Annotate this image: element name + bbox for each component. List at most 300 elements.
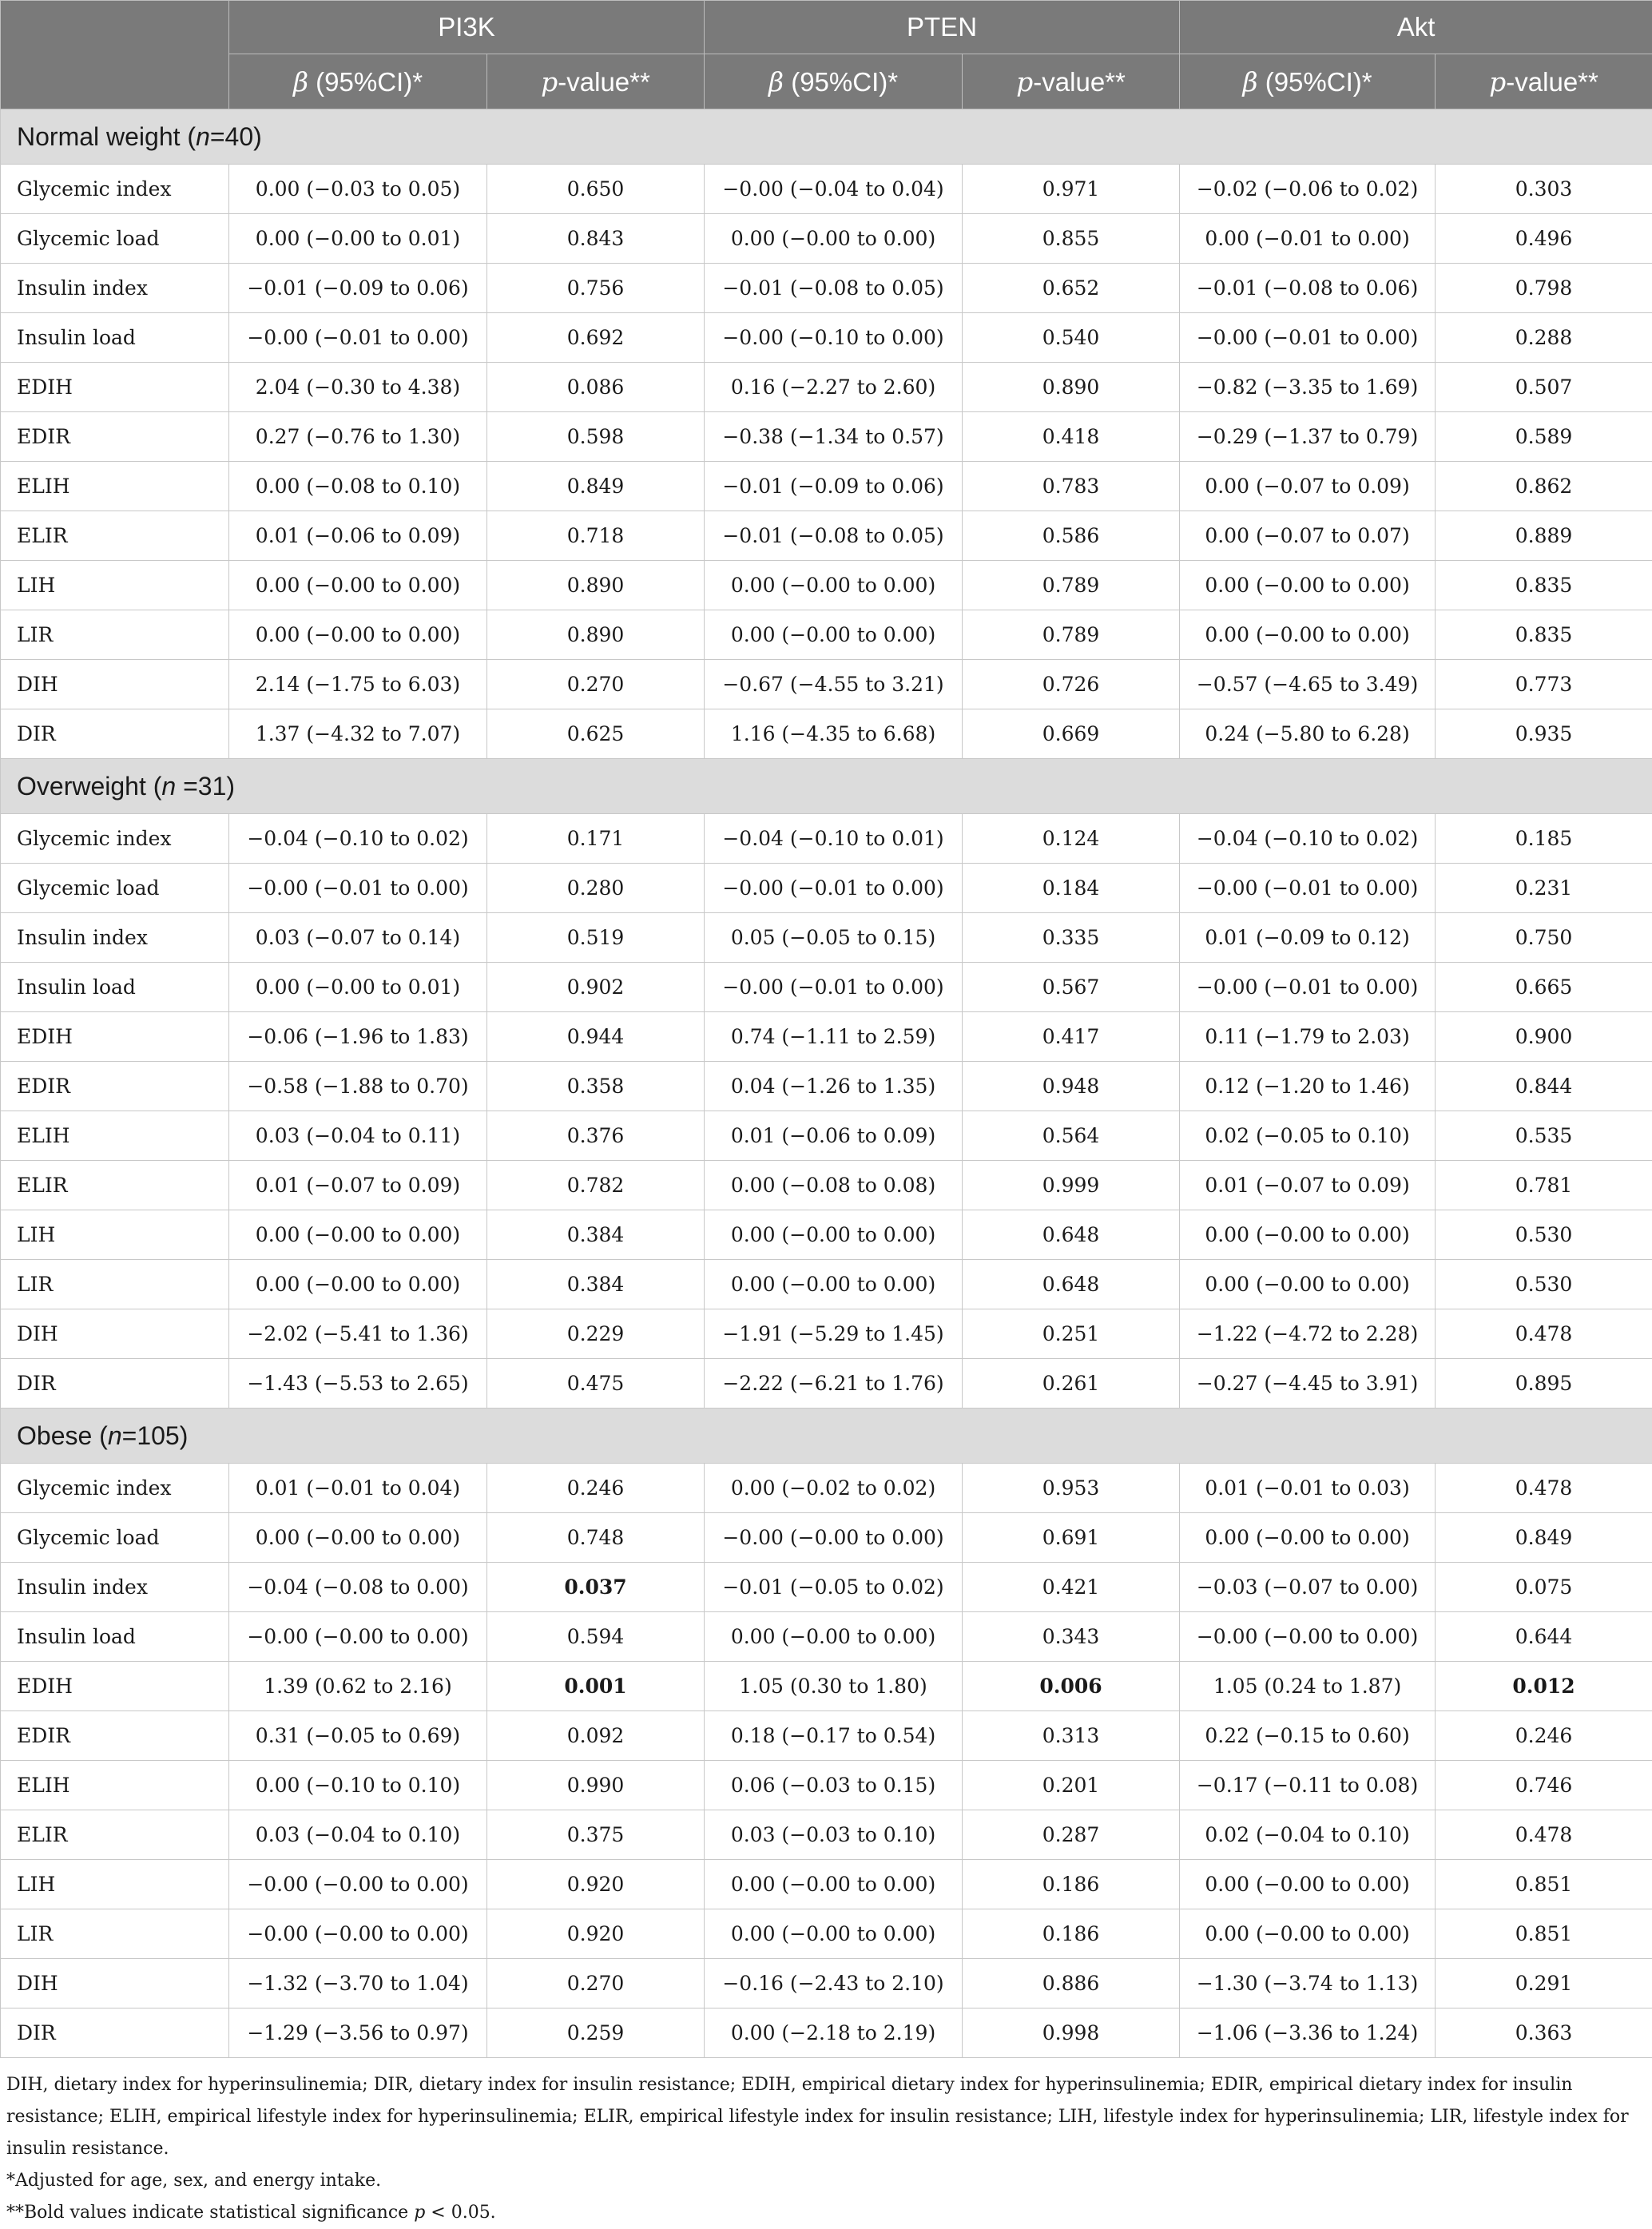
footnote-abbreviations: DIH, dietary index for hyperinsulinemia; DIR, dietary index for insulin resistance; EDIH, empirical dietary index for hyperinsulinemia; EDIR, empirical dietary index for insulin resistance; ELIH, empirical lifestyle index for hyperinsulinemia; ELIR, empirical lifestyle index for insulin resistance; LIH, lifestyle index for hyperinsulinemia; LIR, lifestyle index for insulin resistance.	[6, 2069, 1636, 2165]
table-header	[1, 1, 1652, 109]
p-value-cell: 0.288	[1436, 313, 1652, 363]
table-row	[1, 660, 1652, 709]
group-label-text: Normal weight (	[17, 122, 196, 151]
table-row	[1, 610, 1652, 660]
p-value-cell: 0.598	[487, 412, 705, 462]
row-label: ELIR	[1, 511, 229, 561]
row-label: EDIR	[1, 1711, 229, 1761]
p-value-cell: 0.384	[487, 1210, 705, 1260]
row-label: Insulin load	[1, 963, 229, 1012]
p-value-cell: 0.376	[487, 1111, 705, 1161]
p-value-cell: 0.496	[1436, 214, 1652, 264]
group-label	[1, 109, 1652, 165]
p-value-cell: 0.644	[1436, 1612, 1652, 1662]
beta-ci-cell: 0.03 (−0.07 to 0.14)	[229, 913, 487, 963]
p-value-cell: 0.844	[1436, 1062, 1652, 1111]
p-value-cell: 0.990	[487, 1761, 705, 1810]
beta-ci-cell: −0.04 (−0.10 to 0.01)	[705, 814, 963, 864]
p-value-cell: 0.251	[963, 1309, 1180, 1359]
group-label-count: =31)	[176, 772, 235, 801]
beta-ci-cell: 0.00 (−0.07 to 0.07)	[1180, 511, 1436, 561]
p-value-cell: 0.746	[1436, 1761, 1652, 1810]
beta-ci-cell: −0.01 (−0.08 to 0.05)	[705, 511, 963, 561]
p-value-cell: 0.849	[1436, 1513, 1652, 1563]
beta-ci-cell: 0.00 (−0.00 to 0.01)	[229, 963, 487, 1012]
beta-ci-cell: 1.05 (0.24 to 1.87)	[1180, 1662, 1436, 1711]
group-label	[1, 1409, 1652, 1464]
p-value-cell: 0.586	[963, 511, 1180, 561]
table-row	[1, 1210, 1652, 1260]
p-value-cell: 0.691	[963, 1513, 1180, 1563]
beta-ci-cell: 0.00 (−0.02 to 0.02)	[705, 1464, 963, 1513]
row-label: EDIH	[1, 363, 229, 412]
beta-ci-cell: −0.01 (−0.09 to 0.06)	[229, 264, 487, 313]
beta-ci-cell: 0.00 (−0.08 to 0.08)	[705, 1161, 963, 1210]
beta-ci-cell: 0.00 (−0.00 to 0.00)	[1180, 1860, 1436, 1909]
group-header-row	[1, 759, 1652, 814]
p-value-cell: 0.124	[963, 814, 1180, 864]
beta-ci-cell: 0.00 (−0.00 to 0.00)	[1180, 610, 1436, 660]
p-value-cell: 0.773	[1436, 660, 1652, 709]
p-value-cell: 0.669	[963, 709, 1180, 759]
row-label: DIR	[1, 2008, 229, 2058]
beta-ci-cell: 0.00 (−0.00 to 0.00)	[705, 1860, 963, 1909]
p-value-cell: 0.890	[487, 561, 705, 610]
row-label: Glycemic load	[1, 864, 229, 913]
beta-ci-cell: −0.00 (−0.01 to 0.00)	[229, 864, 487, 913]
beta-ci-cell: 0.00 (−0.00 to 0.00)	[705, 610, 963, 660]
table-row	[1, 2008, 1652, 2058]
p-value-cell: 0.270	[487, 1959, 705, 2008]
row-label: Insulin load	[1, 1612, 229, 1662]
row-label: Glycemic index	[1, 1464, 229, 1513]
beta-ci-cell: 0.27 (−0.76 to 1.30)	[229, 412, 487, 462]
beta-ci-cell: 0.74 (−1.11 to 2.59)	[705, 1012, 963, 1062]
header-beta-ci	[1180, 54, 1436, 109]
p-value-cell: 0.246	[487, 1464, 705, 1513]
row-label: DIH	[1, 1309, 229, 1359]
p-value-cell: 0.835	[1436, 610, 1652, 660]
p-value-cell: 0.012	[1436, 1662, 1652, 1711]
table-row	[1, 1612, 1652, 1662]
p-value-cell: 0.507	[1436, 363, 1652, 412]
p-value-cell: 0.418	[963, 412, 1180, 462]
beta-ci-cell: 0.02 (−0.05 to 0.10)	[1180, 1111, 1436, 1161]
table-row	[1, 1464, 1652, 1513]
p-value-cell: 0.287	[963, 1810, 1180, 1860]
beta-ci-cell: 1.16 (−4.35 to 6.68)	[705, 709, 963, 759]
p-value-cell: 0.540	[963, 313, 1180, 363]
p-value-cell: 0.756	[487, 264, 705, 313]
row-label: DIR	[1, 1359, 229, 1409]
beta-ci-cell: 0.03 (−0.04 to 0.11)	[229, 1111, 487, 1161]
table-row	[1, 1909, 1652, 1959]
p-value-cell: 0.798	[1436, 264, 1652, 313]
beta-ci-cell: −0.29 (−1.37 to 0.79)	[1180, 412, 1436, 462]
beta-ci-cell: −0.16 (−2.43 to 2.10)	[705, 1959, 963, 2008]
p-symbol: p	[1016, 66, 1033, 97]
beta-ci-cell: −0.00 (−0.00 to 0.00)	[229, 1909, 487, 1959]
beta-ci-cell: 0.00 (−0.00 to 0.00)	[705, 1612, 963, 1662]
table-footnotes	[0, 2058, 1652, 2229]
p-value-cell: 0.652	[963, 264, 1180, 313]
beta-ci-cell: 0.00 (−0.07 to 0.09)	[1180, 462, 1436, 511]
p-value-cell: 0.843	[487, 214, 705, 264]
p-suffix: -value**	[1506, 67, 1598, 97]
beta-ci-cell: −0.00 (−0.00 to 0.00)	[1180, 1612, 1436, 1662]
p-value-cell: 0.890	[487, 610, 705, 660]
p-value-cell: 0.998	[963, 2008, 1180, 2058]
p-value-cell: 0.648	[963, 1210, 1180, 1260]
row-label: LIR	[1, 610, 229, 660]
beta-ci-cell: −0.04 (−0.08 to 0.00)	[229, 1563, 487, 1612]
p-value-cell: 0.692	[487, 313, 705, 363]
p-value-cell: 0.229	[487, 1309, 705, 1359]
table-row	[1, 1513, 1652, 1563]
beta-suffix: (95%CI)*	[784, 67, 898, 97]
beta-ci-cell: −0.00 (−0.01 to 0.00)	[705, 963, 963, 1012]
p-value-cell: 0.589	[1436, 412, 1652, 462]
p-value-cell: 0.519	[487, 913, 705, 963]
p-value-cell: 0.851	[1436, 1909, 1652, 1959]
beta-ci-cell: −0.00 (−0.00 to 0.00)	[705, 1513, 963, 1563]
beta-ci-cell: 1.05 (0.30 to 1.80)	[705, 1662, 963, 1711]
group-label-n: n	[196, 122, 210, 151]
p-value-cell: 0.001	[487, 1662, 705, 1711]
p-value-cell: 0.384	[487, 1260, 705, 1309]
beta-ci-cell: −0.00 (−0.01 to 0.00)	[705, 864, 963, 913]
row-label: Glycemic index	[1, 165, 229, 214]
p-value-cell: 0.594	[487, 1612, 705, 1662]
beta-ci-cell: −0.04 (−0.10 to 0.02)	[229, 814, 487, 864]
beta-ci-cell: 0.00 (−0.00 to 0.00)	[1180, 1909, 1436, 1959]
table-row	[1, 1359, 1652, 1409]
beta-ci-cell: 0.31 (−0.05 to 0.69)	[229, 1711, 487, 1761]
table-row	[1, 1810, 1652, 1860]
beta-ci-cell: −0.00 (−0.04 to 0.04)	[705, 165, 963, 214]
beta-ci-cell: −0.00 (−0.10 to 0.00)	[705, 313, 963, 363]
p-value-cell: 0.789	[963, 561, 1180, 610]
table-row	[1, 313, 1652, 363]
p-value-cell: 0.953	[963, 1464, 1180, 1513]
p-value-cell: 0.092	[487, 1711, 705, 1761]
table-row	[1, 1860, 1652, 1909]
table-row	[1, 963, 1652, 1012]
beta-ci-cell: 0.00 (−0.00 to 0.00)	[229, 610, 487, 660]
p-value-cell: 0.835	[1436, 561, 1652, 610]
table-row	[1, 412, 1652, 462]
beta-ci-cell: −1.30 (−3.74 to 1.13)	[1180, 1959, 1436, 2008]
table-body	[1, 109, 1652, 2058]
beta-ci-cell: 0.00 (−0.08 to 0.10)	[229, 462, 487, 511]
table-row	[1, 214, 1652, 264]
beta-ci-cell: −0.00 (−0.01 to 0.00)	[1180, 313, 1436, 363]
p-value-cell: 0.902	[487, 963, 705, 1012]
beta-ci-cell: 0.00 (−0.01 to 0.00)	[1180, 214, 1436, 264]
p-symbol: p	[541, 66, 558, 97]
p-value-cell: 0.564	[963, 1111, 1180, 1161]
p-value-cell: 0.171	[487, 814, 705, 864]
table-row	[1, 1563, 1652, 1612]
header-group-pten: PTEN	[705, 1, 1180, 54]
beta-symbol: β	[1242, 66, 1257, 97]
header-group-akt: Akt	[1180, 1, 1652, 54]
group-label-text: Overweight (	[17, 772, 161, 801]
row-label: Glycemic index	[1, 814, 229, 864]
beta-ci-cell: 0.01 (−0.06 to 0.09)	[705, 1111, 963, 1161]
beta-ci-cell: −0.67 (−4.55 to 3.21)	[705, 660, 963, 709]
p-value-cell: 0.186	[963, 1860, 1180, 1909]
p-value-cell: 0.944	[487, 1012, 705, 1062]
p-value-cell: 0.303	[1436, 165, 1652, 214]
beta-ci-cell: 0.05 (−0.05 to 0.15)	[705, 913, 963, 963]
row-label: LIH	[1, 561, 229, 610]
beta-ci-cell: 0.00 (−0.00 to 0.00)	[705, 1260, 963, 1309]
row-label: LIH	[1, 1210, 229, 1260]
p-value-cell: 0.625	[487, 709, 705, 759]
beta-ci-cell: −0.01 (−0.08 to 0.05)	[705, 264, 963, 313]
table-row	[1, 561, 1652, 610]
beta-ci-cell: 0.03 (−0.03 to 0.10)	[705, 1810, 963, 1860]
p-symbol: p	[1489, 66, 1506, 97]
header-p-value	[963, 54, 1180, 109]
group-label-n: n	[161, 772, 176, 801]
beta-ci-cell: 0.01 (−0.06 to 0.09)	[229, 511, 487, 561]
group-label-count: =40)	[210, 122, 262, 151]
beta-ci-cell: 0.12 (−1.20 to 1.46)	[1180, 1062, 1436, 1111]
p-value-cell: 0.750	[1436, 913, 1652, 963]
beta-ci-cell: −0.38 (−1.34 to 0.57)	[705, 412, 963, 462]
p-value-cell: 0.530	[1436, 1260, 1652, 1309]
p-value-cell: 0.478	[1436, 1810, 1652, 1860]
p-value-cell: 0.718	[487, 511, 705, 561]
group-label	[1, 759, 1652, 814]
table-row	[1, 913, 1652, 963]
p-value-cell: 0.358	[487, 1062, 705, 1111]
p-value-cell: 0.650	[487, 165, 705, 214]
beta-ci-cell: −1.32 (−3.70 to 1.04)	[229, 1959, 487, 2008]
beta-suffix: (95%CI)*	[308, 67, 423, 97]
row-label: DIH	[1, 1959, 229, 2008]
table-row	[1, 264, 1652, 313]
beta-ci-cell: −0.00 (−0.00 to 0.00)	[229, 1612, 487, 1662]
p-value-cell: 0.862	[1436, 462, 1652, 511]
beta-symbol: β	[768, 66, 784, 97]
beta-ci-cell: 0.04 (−1.26 to 1.35)	[705, 1062, 963, 1111]
table-row	[1, 1761, 1652, 1810]
table-row	[1, 1062, 1652, 1111]
table-row	[1, 1161, 1652, 1210]
row-label: ELIH	[1, 1111, 229, 1161]
beta-ci-cell: 1.39 (0.62 to 2.16)	[229, 1662, 487, 1711]
beta-ci-cell: −1.06 (−3.36 to 1.24)	[1180, 2008, 1436, 2058]
p-suffix: -value**	[1033, 67, 1126, 97]
row-label: ELIH	[1, 462, 229, 511]
p-value-cell: 0.900	[1436, 1012, 1652, 1062]
beta-ci-cell: 0.02 (−0.04 to 0.10)	[1180, 1810, 1436, 1860]
beta-ci-cell: 0.24 (−5.80 to 6.28)	[1180, 709, 1436, 759]
p-value-cell: 0.935	[1436, 709, 1652, 759]
p-value-cell: 0.648	[963, 1260, 1180, 1309]
beta-symbol: β	[293, 66, 308, 97]
table-row	[1, 511, 1652, 561]
beta-ci-cell: 0.01 (−0.01 to 0.04)	[229, 1464, 487, 1513]
p-value-cell: 0.363	[1436, 2008, 1652, 2058]
table-row	[1, 165, 1652, 214]
footnote-bold-prefix: **Bold values indicate statistical significance	[6, 2203, 414, 2223]
row-label: DIH	[1, 660, 229, 709]
header-beta-ci	[229, 54, 487, 109]
p-value-cell: 0.184	[963, 864, 1180, 913]
table-row	[1, 1711, 1652, 1761]
p-value-cell: 0.246	[1436, 1711, 1652, 1761]
beta-ci-cell: 0.11 (−1.79 to 2.03)	[1180, 1012, 1436, 1062]
beta-ci-cell: 0.00 (−0.10 to 0.10)	[229, 1761, 487, 1810]
row-label: LIH	[1, 1860, 229, 1909]
p-value-cell: 0.006	[963, 1662, 1180, 1711]
beta-ci-cell: −1.29 (−3.56 to 0.97)	[229, 2008, 487, 2058]
p-value-cell: 0.478	[1436, 1309, 1652, 1359]
table-row	[1, 864, 1652, 913]
p-value-cell: 0.999	[963, 1161, 1180, 1210]
table-row	[1, 1309, 1652, 1359]
p-value-cell: 0.948	[963, 1062, 1180, 1111]
row-label: LIR	[1, 1260, 229, 1309]
p-value-cell: 0.567	[963, 963, 1180, 1012]
row-label: Insulin index	[1, 264, 229, 313]
beta-ci-cell: 0.00 (−0.00 to 0.00)	[229, 1513, 487, 1563]
p-value-cell: 0.920	[487, 1860, 705, 1909]
row-label: LIR	[1, 1909, 229, 1959]
beta-ci-cell: 2.14 (−1.75 to 6.03)	[229, 660, 487, 709]
p-value-cell: 0.895	[1436, 1359, 1652, 1409]
beta-ci-cell: −0.04 (−0.10 to 0.02)	[1180, 814, 1436, 864]
p-value-cell: 0.748	[487, 1513, 705, 1563]
p-value-cell: 0.270	[487, 660, 705, 709]
group-label-n: n	[108, 1421, 122, 1450]
beta-ci-cell: 0.00 (−0.00 to 0.00)	[705, 561, 963, 610]
beta-ci-cell: −2.22 (−6.21 to 1.76)	[705, 1359, 963, 1409]
row-label: Insulin load	[1, 313, 229, 363]
p-suffix: -value**	[558, 67, 650, 97]
beta-ci-cell: 0.01 (−0.01 to 0.03)	[1180, 1464, 1436, 1513]
p-value-cell: 0.920	[487, 1909, 705, 1959]
p-value-cell: 0.343	[963, 1612, 1180, 1662]
p-value-cell: 0.037	[487, 1563, 705, 1612]
header-beta-ci	[705, 54, 963, 109]
header-p-value	[487, 54, 705, 109]
beta-ci-cell: −0.27 (−4.45 to 3.91)	[1180, 1359, 1436, 1409]
p-value-cell: 0.417	[963, 1012, 1180, 1062]
p-value-cell: 0.291	[1436, 1959, 1652, 2008]
p-value-cell: 0.851	[1436, 1860, 1652, 1909]
beta-ci-cell: 0.00 (−0.00 to 0.00)	[1180, 561, 1436, 610]
p-value-cell: 0.889	[1436, 511, 1652, 561]
beta-ci-cell: 0.00 (−0.00 to 0.00)	[229, 1260, 487, 1309]
beta-ci-cell: −0.58 (−1.88 to 0.70)	[229, 1062, 487, 1111]
p-value-cell: 0.783	[963, 462, 1180, 511]
row-label: ELIH	[1, 1761, 229, 1810]
beta-ci-cell: 0.00 (−2.18 to 2.19)	[705, 2008, 963, 2058]
beta-ci-cell: −1.91 (−5.29 to 1.45)	[705, 1309, 963, 1359]
beta-ci-cell: 0.00 (−0.00 to 0.00)	[705, 1909, 963, 1959]
p-value-cell: 0.261	[963, 1359, 1180, 1409]
beta-ci-cell: 0.00 (−0.00 to 0.00)	[705, 1210, 963, 1260]
p-value-cell: 0.280	[487, 864, 705, 913]
row-label: Insulin index	[1, 1563, 229, 1612]
row-label: Glycemic load	[1, 1513, 229, 1563]
beta-ci-cell: −0.01 (−0.05 to 0.02)	[705, 1563, 963, 1612]
row-label: Insulin index	[1, 913, 229, 963]
beta-ci-cell: 0.01 (−0.07 to 0.09)	[1180, 1161, 1436, 1210]
beta-ci-cell: 0.01 (−0.07 to 0.09)	[229, 1161, 487, 1210]
p-value-cell: 0.782	[487, 1161, 705, 1210]
beta-ci-cell: −0.00 (−0.01 to 0.00)	[229, 313, 487, 363]
beta-suffix: (95%CI)*	[1258, 67, 1372, 97]
p-value-cell: 0.890	[963, 363, 1180, 412]
p-value-cell: 0.781	[1436, 1161, 1652, 1210]
beta-ci-cell: −1.43 (−5.53 to 2.65)	[229, 1359, 487, 1409]
p-value-cell: 0.789	[963, 610, 1180, 660]
row-label: EDIR	[1, 412, 229, 462]
beta-ci-cell: −0.02 (−0.06 to 0.02)	[1180, 165, 1436, 214]
p-value-cell: 0.421	[963, 1563, 1180, 1612]
beta-ci-cell: −0.00 (−0.00 to 0.00)	[229, 1860, 487, 1909]
row-label: EDIH	[1, 1012, 229, 1062]
group-label-text: Obese (	[17, 1421, 108, 1450]
p-value-cell: 0.665	[1436, 963, 1652, 1012]
footnote-bold	[6, 2197, 1636, 2229]
beta-ci-cell: 0.00 (−0.00 to 0.00)	[229, 561, 487, 610]
row-label: ELIR	[1, 1810, 229, 1860]
footnote-adjusted: *Adjusted for age, sex, and energy intake.	[6, 2165, 1636, 2197]
beta-ci-cell: −0.01 (−0.08 to 0.06)	[1180, 264, 1436, 313]
beta-ci-cell: 2.04 (−0.30 to 4.38)	[229, 363, 487, 412]
p-value-cell: 0.530	[1436, 1210, 1652, 1260]
group-header-row	[1, 109, 1652, 165]
p-value-cell: 0.478	[1436, 1464, 1652, 1513]
table-row	[1, 462, 1652, 511]
p-value-cell: 0.375	[487, 1810, 705, 1860]
beta-ci-cell: 0.00 (−0.00 to 0.00)	[229, 1210, 487, 1260]
p-value-cell: 0.186	[963, 1909, 1180, 1959]
beta-ci-cell: 0.00 (−0.00 to 0.01)	[229, 214, 487, 264]
group-label-count: =105)	[122, 1421, 189, 1450]
row-label: Glycemic load	[1, 214, 229, 264]
table-row	[1, 1260, 1652, 1309]
table-row	[1, 814, 1652, 864]
beta-ci-cell: 0.00 (−0.00 to 0.00)	[1180, 1260, 1436, 1309]
p-value-cell: 0.201	[963, 1761, 1180, 1810]
p-value-cell: 0.231	[1436, 864, 1652, 913]
beta-ci-cell: −0.00 (−0.01 to 0.00)	[1180, 963, 1436, 1012]
table-row	[1, 709, 1652, 759]
header-p-value	[1436, 54, 1652, 109]
beta-ci-cell: −0.57 (−4.65 to 3.49)	[1180, 660, 1436, 709]
p-value-cell: 0.313	[963, 1711, 1180, 1761]
beta-ci-cell: 0.22 (−0.15 to 0.60)	[1180, 1711, 1436, 1761]
table-row	[1, 1662, 1652, 1711]
p-value-cell: 0.259	[487, 2008, 705, 2058]
table-row	[1, 363, 1652, 412]
p-value-cell: 0.086	[487, 363, 705, 412]
p-value-cell: 0.535	[1436, 1111, 1652, 1161]
footnote-bold-p: p	[414, 2203, 425, 2223]
p-value-cell: 0.855	[963, 214, 1180, 264]
group-header-row	[1, 1409, 1652, 1464]
table-row	[1, 1012, 1652, 1062]
p-value-cell: 0.335	[963, 913, 1180, 963]
